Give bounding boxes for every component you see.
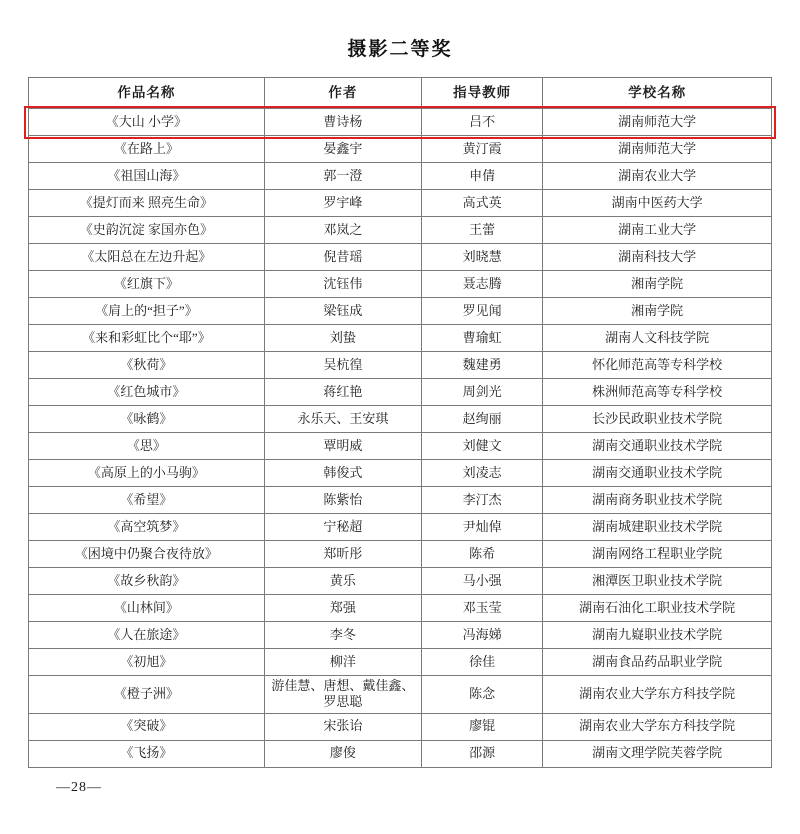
award-table-container: [28, 77, 772, 768]
cell-author: 宋张诒: [264, 713, 421, 740]
table-body: [29, 109, 772, 768]
cell-school: 湖南交通职业技术学院: [543, 433, 772, 460]
cell-school: 湖南师范大学: [543, 136, 772, 163]
cell-teacher: 曹瑜虹: [421, 325, 542, 352]
table-row: [29, 487, 772, 514]
cell-school: 株洲师范高等专科学校: [543, 379, 772, 406]
cell-work-title: 《祖国山海》: [29, 163, 265, 190]
cell-teacher: 马小强: [421, 568, 542, 595]
cell-teacher: 刘健文: [421, 433, 542, 460]
cell-teacher: 吕不: [421, 109, 542, 136]
table-row: [29, 217, 772, 244]
cell-teacher: 申倩: [421, 163, 542, 190]
table-row: [29, 298, 772, 325]
cell-author: 倪昔瑶: [264, 244, 421, 271]
cell-teacher: 魏建勇: [421, 352, 542, 379]
cell-author: 沈钰伟: [264, 271, 421, 298]
table-header: [29, 78, 772, 109]
cell-author: 柳洋: [264, 649, 421, 676]
cell-school: 湖南中医药大学: [543, 190, 772, 217]
cell-school: 湖南商务职业技术学院: [543, 487, 772, 514]
cell-work-title: 《橙子洲》: [29, 676, 265, 714]
table-row: [29, 190, 772, 217]
cell-teacher: 邓玉莹: [421, 595, 542, 622]
cell-teacher: 罗见闻: [421, 298, 542, 325]
cell-school: 怀化师范高等专科学校: [543, 352, 772, 379]
cell-teacher: 冯海娣: [421, 622, 542, 649]
cell-teacher: 刘凌志: [421, 460, 542, 487]
table-row: [29, 541, 772, 568]
table-row: [29, 244, 772, 271]
cell-work-title: 《秋荷》: [29, 352, 265, 379]
cell-work-title: 《高原上的小马驹》: [29, 460, 265, 487]
cell-work-title: 《思》: [29, 433, 265, 460]
cell-work-title: 《咏鹤》: [29, 406, 265, 433]
cell-teacher: 廖锟: [421, 713, 542, 740]
cell-author: 廖俊: [264, 740, 421, 767]
cell-work-title: 《山林间》: [29, 595, 265, 622]
page-number: —28—: [56, 780, 102, 795]
cell-author: 曹诗杨: [264, 109, 421, 136]
award-table: [28, 77, 772, 768]
table-row: [29, 676, 772, 714]
cell-school: 湖南农业大学东方科技学院: [543, 713, 772, 740]
cell-school: 湖南九嶷职业技术学院: [543, 622, 772, 649]
cell-teacher: 聂志腾: [421, 271, 542, 298]
cell-school: 湘潭医卫职业技术学院: [543, 568, 772, 595]
cell-teacher: 王蕾: [421, 217, 542, 244]
cell-teacher: 李汀杰: [421, 487, 542, 514]
cell-work-title: 《太阳总在左边升起》: [29, 244, 265, 271]
cell-school: 长沙民政职业技术学院: [543, 406, 772, 433]
cell-school: 湖南文理学院芙蓉学院: [543, 740, 772, 767]
cell-teacher: 尹灿倬: [421, 514, 542, 541]
table-row: [29, 595, 772, 622]
table-row: [29, 271, 772, 298]
cell-work-title: 《故乡秋韵》: [29, 568, 265, 595]
cell-author: 韩俊式: [264, 460, 421, 487]
cell-work-title: 《突破》: [29, 713, 265, 740]
cell-work-title: 《提灯而来 照亮生命》: [29, 190, 265, 217]
cell-school: 湖南网络工程职业学院: [543, 541, 772, 568]
cell-school: 湖南城建职业技术学院: [543, 514, 772, 541]
column-header-work: 作品名称: [29, 78, 265, 109]
cell-author: 刘蛰: [264, 325, 421, 352]
cell-school: 湖南师范大学: [543, 109, 772, 136]
cell-author: 永乐天、王安琪: [264, 406, 421, 433]
cell-work-title: 《红旗下》: [29, 271, 265, 298]
table-row: [29, 352, 772, 379]
table-row: [29, 713, 772, 740]
cell-teacher: 陈念: [421, 676, 542, 714]
cell-author: 黄乐: [264, 568, 421, 595]
cell-work-title: 《肩上的“担子”》: [29, 298, 265, 325]
cell-teacher: 陈希: [421, 541, 542, 568]
table-header-row: [29, 78, 772, 109]
cell-teacher: 高式英: [421, 190, 542, 217]
cell-work-title: 《大山 小学》: [29, 109, 265, 136]
column-header-school: 学校名称: [543, 78, 772, 109]
cell-author: 郑昕彤: [264, 541, 421, 568]
table-row: [29, 622, 772, 649]
cell-work-title: 《在路上》: [29, 136, 265, 163]
table-row: [29, 325, 772, 352]
table-row: [29, 406, 772, 433]
cell-work-title: 《史韵沉淀 家国亦色》: [29, 217, 265, 244]
table-row: [29, 433, 772, 460]
cell-school: 湖南科技大学: [543, 244, 772, 271]
cell-author: 覃明威: [264, 433, 421, 460]
cell-author: 郑强: [264, 595, 421, 622]
cell-school: 湘南学院: [543, 271, 772, 298]
table-row: [29, 740, 772, 767]
table-row: [29, 379, 772, 406]
cell-work-title: 《人在旅途》: [29, 622, 265, 649]
table-row: [29, 136, 772, 163]
page-title: 摄影二等奖: [347, 39, 453, 60]
cell-author: 宁秘超: [264, 514, 421, 541]
cell-school: 湖南石油化工职业技术学院: [543, 595, 772, 622]
cell-work-title: 《来和彩虹比个“耶”》: [29, 325, 265, 352]
cell-work-title: 《高空筑梦》: [29, 514, 265, 541]
cell-work-title: 《红色城市》: [29, 379, 265, 406]
cell-author: 梁钰成: [264, 298, 421, 325]
cell-author: 陈紫怡: [264, 487, 421, 514]
cell-school: 湖南食品药品职业学院: [543, 649, 772, 676]
cell-author: 吴杭徨: [264, 352, 421, 379]
cell-school: 湖南工业大学: [543, 217, 772, 244]
cell-school: 湘南学院: [543, 298, 772, 325]
cell-school: 湖南农业大学: [543, 163, 772, 190]
cell-author: 李冬: [264, 622, 421, 649]
column-header-author: 作者: [264, 78, 421, 109]
document-page: [0, 34, 800, 834]
cell-author: 邓岚之: [264, 217, 421, 244]
cell-teacher: 赵绚丽: [421, 406, 542, 433]
cell-teacher: 刘晓慧: [421, 244, 542, 271]
column-header-teacher: 指导教师: [421, 78, 542, 109]
cell-author: 游佳慧、唐想、戴佳鑫、罗思聪: [264, 676, 421, 714]
cell-school: 湖南农业大学东方科技学院: [543, 676, 772, 714]
cell-work-title: 《初旭》: [29, 649, 265, 676]
cell-teacher: 黄汀霞: [421, 136, 542, 163]
cell-work-title: 《困境中仍聚合夜待放》: [29, 541, 265, 568]
cell-author: 蒋红艳: [264, 379, 421, 406]
cell-teacher: 徐佳: [421, 649, 542, 676]
table-row: [29, 568, 772, 595]
table-row: [29, 163, 772, 190]
cell-work-title: 《飞扬》: [29, 740, 265, 767]
table-row: [29, 514, 772, 541]
cell-work-title: 《希望》: [29, 487, 265, 514]
cell-author: 晏鑫宇: [264, 136, 421, 163]
cell-teacher: 邵源: [421, 740, 542, 767]
cell-author: 罗宇峰: [264, 190, 421, 217]
cell-school: 湖南人文科技学院: [543, 325, 772, 352]
table-row: [29, 649, 772, 676]
cell-teacher: 周剑光: [421, 379, 542, 406]
cell-author: 郭一澄: [264, 163, 421, 190]
table-row: [29, 109, 772, 136]
table-row: [29, 460, 772, 487]
cell-school: 湖南交通职业技术学院: [543, 460, 772, 487]
